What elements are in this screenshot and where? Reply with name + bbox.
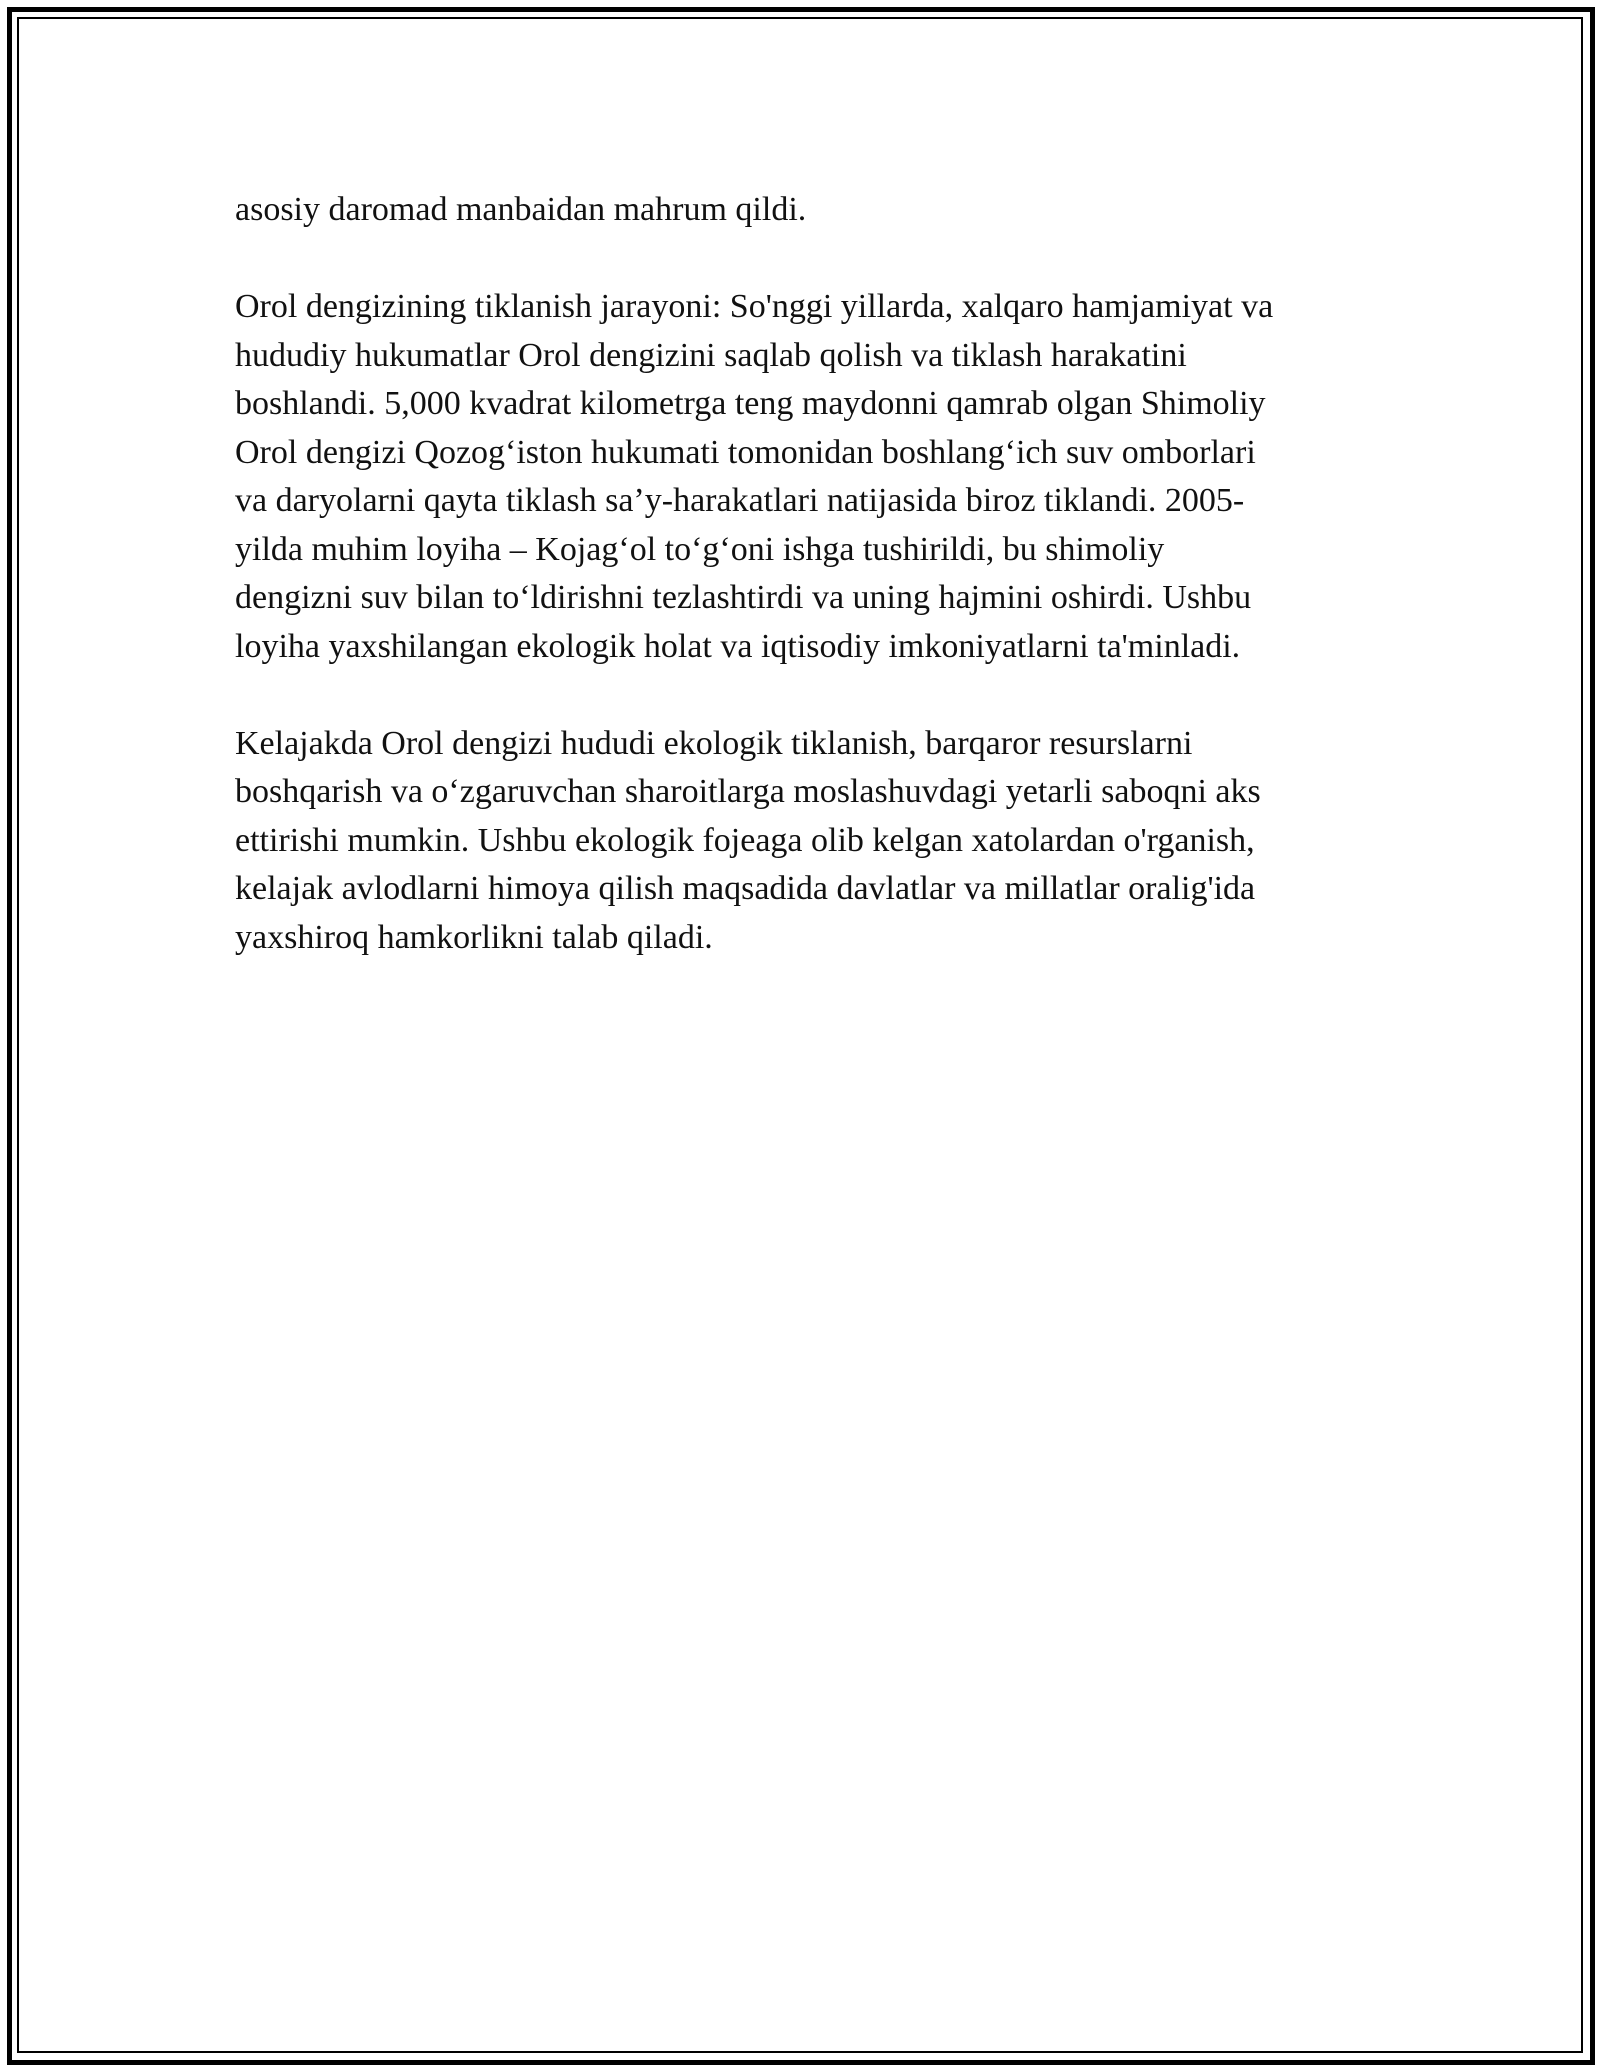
page-body [235,186,1365,1011]
paragraph-continuation: asosiy daromad manbaidan mahrum qildi. [235,191,807,228]
paragraph-restoration-process: Orol dengizining tiklanish jarayoni: So'nggi yillarda, xalqaro hamjamiyat va hududiy hukumatlar Orol dengizini saqlab qolish va tiklash harakatini boshlandi. 5,000 kvadrat kilometrga teng maydonni qamrab olgan Shimoliy Orol dengizi Qozog‘iston hukumati tomonidan boshlang‘ich suv omborlari va daryolarni qayta tiklash sa’y-harakatlari natijasida biroz tiklandi. 2005- yilda muhim loyiha – Kojag‘ol to‘g‘oni ishga tushirildi, bu shimoliy dengizni suv bilan to‘ldirishni tezlashtirdi va uning hajmini oshirdi. Ushbu loyiha yaxshilangan ekologik holat va iqtisodiy imkoniyatlarni ta'minladi. [235,288,1274,665]
paragraph-future-outlook: Kelajakda Orol dengizi hududi ekologik tiklanish, barqaror resurslarni boshqarish va o‘zgaruvchan sharoitlarga moslashuvdagi yetarli saboqni aks ettirishi mumkin. Ushbu ekologik fojeaga olib kelgan xatolardan o'rganish, kelajak avlodlarni himoya qilish maqsadida davlatlar va millatlar oralig'ida yaxshiroq hamkorlikni talab qiladi. [235,724,1261,956]
